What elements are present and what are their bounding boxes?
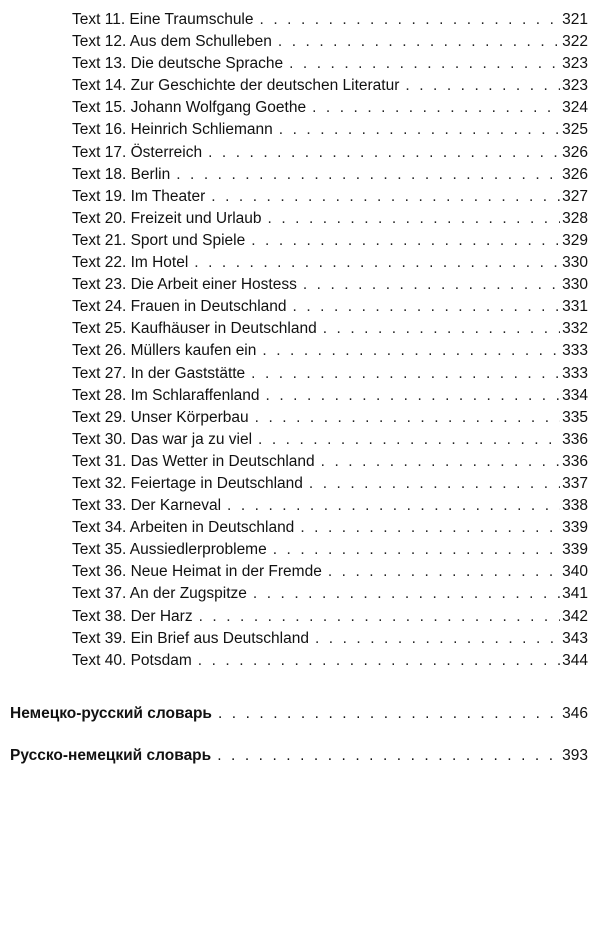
toc-entry-page-number: 338 <box>562 497 588 515</box>
toc-entry-page-number: 325 <box>562 121 588 139</box>
toc-entry-title: Text 15. Johann Wolfgang Goethe <box>72 99 307 117</box>
toc-section-page-number: 346 <box>562 705 588 722</box>
toc-entry-page-number: 321 <box>562 11 588 28</box>
toc-entry-title: Text 34. Arbeiten in Deutschland <box>72 519 295 537</box>
toc-entry-page-number: 333 <box>562 364 588 382</box>
toc-entry-title: Text 16. Heinrich Schliemann <box>72 121 273 139</box>
toc-entry-page-number: 339 <box>562 541 588 559</box>
toc-entry-page-number: 333 <box>562 342 588 360</box>
toc-entry-title: Text 37. An der Zugspitze <box>72 585 247 603</box>
toc-entry-page-number: 326 <box>562 143 588 161</box>
toc-entry-page-number: 342 <box>562 607 588 625</box>
toc-entry <box>72 9 588 31</box>
toc-section-page-number: 393 <box>562 747 588 764</box>
toc-entry <box>72 561 588 583</box>
dot-leader <box>251 363 560 385</box>
toc-entry-page-number: 327 <box>562 187 588 205</box>
toc-entry <box>72 164 588 186</box>
dot-leader <box>253 583 560 605</box>
toc-entry-title: Text 35. Aussiedlerprobleme <box>72 541 267 559</box>
dot-leader <box>279 119 560 141</box>
toc-entry-page-number: 326 <box>562 165 588 183</box>
toc-entry <box>72 517 588 539</box>
dot-leader <box>194 252 560 274</box>
toc-entry-title: Text 33. Der Karneval <box>72 497 222 515</box>
toc-entry <box>72 31 588 53</box>
toc-entry-page-number: 335 <box>562 408 588 426</box>
toc-entry-title: Text 30. Das war ja zu viel <box>72 430 253 448</box>
toc-entry-title: Text 27. In der Gaststätte <box>72 364 246 382</box>
dot-leader <box>176 164 560 186</box>
toc-entry-list <box>72 9 588 672</box>
dot-leader <box>315 628 560 650</box>
toc-entry-title: Text 24. Frauen in Deutschland <box>72 298 287 316</box>
dot-leader <box>312 97 560 119</box>
toc-entry <box>72 363 588 385</box>
dot-leader <box>278 31 560 53</box>
dot-leader <box>217 745 560 767</box>
toc-entry <box>72 318 588 340</box>
toc-entry <box>72 539 588 561</box>
dot-leader <box>328 561 560 583</box>
toc-entry-title: Text 18. Berlin <box>72 165 171 183</box>
toc-entry <box>72 495 588 517</box>
dot-leader <box>321 451 560 473</box>
toc-entry-page-number: 336 <box>562 452 588 470</box>
toc-entry-page-number: 332 <box>562 320 588 338</box>
toc-entry <box>72 385 588 407</box>
toc-section-russian-german-dictionary <box>10 745 588 767</box>
toc-entry-title: Text 13. Die deutsche Sprache <box>72 55 284 73</box>
toc-entry-title: Text 25. Kaufhäuser in Deutschland <box>72 320 317 338</box>
toc-entry-title: Text 17. Österreich <box>72 143 203 161</box>
toc-entry-page-number: 341 <box>562 585 588 603</box>
toc-entry-title: Text 32. Feiertage in Deutschland <box>72 474 303 492</box>
toc-entry-page-number: 344 <box>562 651 588 669</box>
toc-entry-page-number: 337 <box>562 474 588 492</box>
toc-entry <box>72 142 588 164</box>
dot-leader <box>260 9 561 31</box>
toc-entry <box>72 97 588 119</box>
dot-leader <box>273 539 560 561</box>
toc-entry <box>72 473 588 495</box>
toc-section-label: Немецко-русский словарь <box>10 705 212 722</box>
toc-entry <box>72 274 588 296</box>
toc-entry <box>72 53 588 75</box>
dot-leader <box>199 606 561 628</box>
dot-leader <box>218 703 560 725</box>
toc-entry <box>72 606 588 628</box>
toc-entry-page-number: 330 <box>562 254 588 272</box>
dot-leader <box>405 75 560 97</box>
toc-entry-title: Text 40. Potsdam <box>72 651 192 669</box>
dot-leader <box>258 429 560 451</box>
dot-leader <box>303 274 560 296</box>
toc-entry <box>72 407 588 429</box>
dot-leader <box>211 186 560 208</box>
toc-entry-title: Text 28. Im Schlaraffenland <box>72 386 260 404</box>
dot-leader <box>255 407 561 429</box>
toc-entry <box>72 340 588 362</box>
toc-entry <box>72 119 588 141</box>
toc-entry <box>72 252 588 274</box>
dot-leader <box>300 517 560 539</box>
dot-leader <box>293 296 561 318</box>
toc-entry-title: Text 36. Neue Heimat in der Fremde <box>72 563 322 581</box>
toc-entry <box>72 296 588 318</box>
toc-entry-page-number: 324 <box>562 99 588 117</box>
dot-leader <box>251 230 560 252</box>
toc-entry-title: Text 12. Aus dem Schulleben <box>72 33 272 51</box>
toc-entry-title: Text 21. Sport und Spiele <box>72 231 246 249</box>
toc-entry <box>72 75 588 97</box>
toc-entry-page-number: 330 <box>562 276 588 294</box>
dot-leader <box>262 340 560 362</box>
toc-entry-title: Text 19. Im Theater <box>72 187 206 205</box>
toc-entry <box>72 628 588 650</box>
toc-entry-page-number: 323 <box>562 55 588 73</box>
toc-entry-page-number: 334 <box>562 386 588 404</box>
dot-leader <box>266 385 561 407</box>
toc-entry-page-number: 336 <box>562 430 588 448</box>
dot-leader <box>268 208 561 230</box>
toc-entry-title: Text 20. Freizeit und Urlaub <box>72 209 262 227</box>
toc-entry-title: Text 38. Der Harz <box>72 607 193 625</box>
dot-leader <box>208 142 560 164</box>
toc-entry <box>72 230 588 252</box>
toc-entry-page-number: 328 <box>562 209 588 227</box>
toc-entry-page-number: 339 <box>562 519 588 537</box>
toc-entry-title: Text 31. Das Wetter in Deutschland <box>72 452 315 470</box>
toc-entry <box>72 451 588 473</box>
toc-entry-title: Text 14. Zur Geschichte der deutschen Literatur <box>72 77 400 95</box>
dot-leader <box>309 473 560 495</box>
dot-leader <box>289 53 560 75</box>
toc-entry-page-number: 343 <box>562 629 588 647</box>
toc-entry-page-number: 340 <box>562 563 588 581</box>
toc-entry-page-number: 331 <box>562 298 588 316</box>
toc-entry <box>72 208 588 230</box>
toc-entry <box>72 186 588 208</box>
toc-entry-page-number: 329 <box>562 231 588 249</box>
toc-entry <box>72 583 588 605</box>
dot-leader <box>323 318 560 340</box>
toc-entry-page-number: 323 <box>562 77 588 95</box>
toc-entry-title: Text 11. Eine Traumschule <box>72 11 254 28</box>
toc-entry-title: Text 23. Die Arbeit einer Hostess <box>72 276 297 294</box>
toc-entry <box>72 429 588 451</box>
dot-leader <box>227 495 560 517</box>
toc-entry-page-number: 322 <box>562 33 588 51</box>
toc-section-label: Русско-немецкий словарь <box>10 747 212 764</box>
toc-entry <box>72 650 588 672</box>
toc-entry-title: Text 22. Im Hotel <box>72 254 189 272</box>
toc-entry-title: Text 29. Unser Körperbau <box>72 408 249 426</box>
toc-section-german-russian-dictionary <box>10 703 588 725</box>
toc-entry-title: Text 26. Müllers kaufen ein <box>72 342 257 360</box>
toc-entry-title: Text 39. Ein Brief aus Deutschland <box>72 629 309 647</box>
dot-leader <box>198 650 560 672</box>
